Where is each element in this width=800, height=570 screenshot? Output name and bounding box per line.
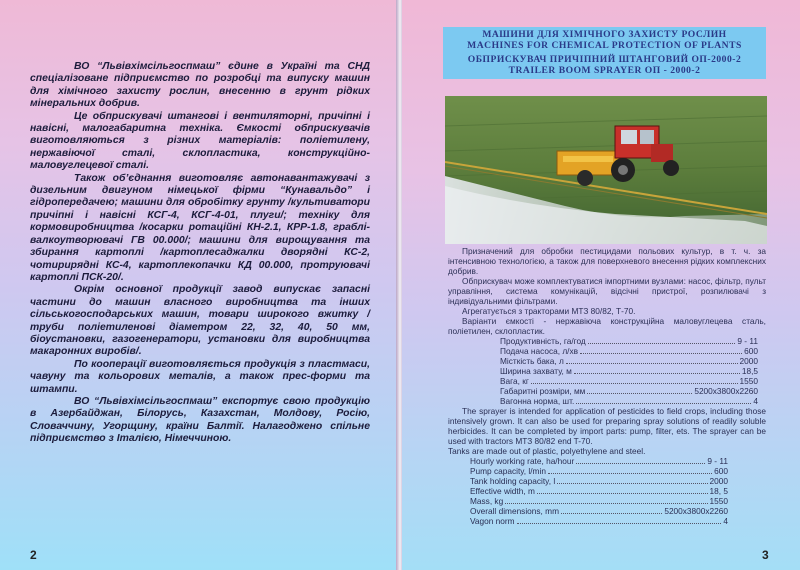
spec-leader: [561, 506, 662, 514]
spec-leader: [576, 396, 751, 404]
spec-label: Pump capacity, l/min: [470, 466, 546, 476]
en-spec-row: [470, 506, 728, 516]
spec-leader: [531, 376, 738, 384]
spec-value: 9 - 11: [707, 456, 728, 466]
header-product-ua: ОБПРИСКУВАЧ ПРИЧІПНИЙ ШТАНГОВИЙ ОП-2000-2: [467, 54, 742, 65]
ua-paragraph: Обприскувач може комплектуватися імпортними вузлами: насос, фільтр, пульт управління, система комунікацій, відсічні пристрої, розпилювачі з індивідуальними фільтрами.: [448, 276, 766, 306]
ua-spec-row: [500, 396, 758, 406]
spec-label: Effective width, m: [470, 486, 535, 496]
spec-value: 5200х3800х2260: [664, 506, 728, 516]
spec-label: Mass, kg: [470, 496, 504, 506]
spec-leader: [588, 336, 736, 344]
spec-value: 2000: [709, 476, 728, 486]
en-spec-row: [470, 486, 728, 496]
ua-spec-row: [500, 356, 758, 366]
en-paragraph: The sprayer is intended for application of pesticides to field crops, including those intensively grown. It can also be used for preparing spray solutions of readily soluble herbicides. It can be completed by import parts: pump, filter, ets. The sprayer can be used with tractors МТЗ 80/82 end T-70.: [448, 406, 766, 446]
left-paragraph: Також об’єднання виготовляє автонавантажувачі з дизельним двигуном німецької фірми “Кунавальдо” і гідропередачею; машини для обробітку грунту /культиватори причіпні і навісні КСГ-4, КСГ-4-01, плуги/; техніку для кормовиробництва /косарки ротаційні КН-2.1, КРР-1.8, граблі-валкоутворювачі ГВ 00.000/; машини для вирощування та збирання картоплі /картоплесаджалки дворядні КС-2, чотирирядні КС-4, картоплекопачки КД 00.000, протруювачі картоплі ПСК-20/.: [30, 172, 370, 283]
spec-value: 2000: [739, 356, 758, 366]
spec-label: Ширина захвату, м: [500, 366, 572, 376]
spec-leader: [505, 496, 707, 504]
spec-value: 600: [744, 346, 758, 356]
right-page: [402, 0, 800, 570]
page-number-left: 2: [30, 548, 37, 562]
en-spec-row: [470, 516, 728, 526]
spec-value: 18, 5: [709, 486, 728, 496]
spec-label: Габаритні розміри, мм: [500, 386, 586, 396]
ua-spec-row: [500, 366, 758, 376]
en-spec-row: [470, 456, 728, 466]
left-paragraph: Окрім основної продукції завод випускає запасні частини до машин власного виробництва та інших сільськогосподарських машин, товари широкого вжитку /труби поліетиленові діаметром 22, 32, 40, 50 мм, біоустановки, газогенератори, установки для виробництва макаронних виробів/.: [30, 284, 370, 358]
header-product-en: TRAILER BOOM SPRAYER ОП - 2000-2: [508, 64, 701, 76]
spec-label: Продуктивність, га/год: [500, 336, 586, 346]
ua-spec-list: [448, 336, 766, 406]
ua-paragraph: Призначений для обробки пестицидами польових культур, в т. ч. за інтенсивною технологією, а також для поверхневого внесення рідких комплексних добрив.: [448, 246, 766, 276]
page-number-right: 3: [762, 548, 769, 562]
spec-value: 18,5: [741, 366, 758, 376]
spec-value: 1550: [739, 376, 758, 386]
spec-value: 9 - 11: [737, 336, 758, 346]
ua-paragraph: Агрегатується з тракторами МТЗ 80/82, Т-70.: [462, 306, 636, 316]
spec-leader: [587, 386, 692, 394]
ua-spec-row: [500, 336, 758, 346]
spec-label: Вага, кг: [500, 376, 529, 386]
en-tanks-note: Tanks are made out of plastic, polyethylene and steel.: [448, 446, 646, 456]
spec-leader: [517, 516, 722, 524]
left-page: [0, 0, 398, 570]
spec-label: Vagon norm: [470, 516, 515, 526]
spec-value: 5200х3800х2260: [694, 386, 758, 396]
spec-label: Hourly working rate, ha/hour: [470, 456, 575, 466]
ua-paragraph: Варіанти ємкості - нержавіюча конструкційна маловуглецева сталь, поліетилен, склопластик.: [448, 316, 766, 336]
en-spec-row: [470, 496, 728, 506]
spec-label: Tank holding capacity, l: [470, 476, 556, 486]
spec-leader: [566, 356, 738, 364]
spec-value: 4: [723, 516, 728, 526]
en-spec-list: [448, 456, 766, 526]
ua-spec-row: [500, 376, 758, 386]
spec-value: 1550: [709, 496, 728, 506]
header-title-ua: МАШИНИ ДЛЯ ХІМІЧНОГО ЗАХИСТУ РОСЛИН: [482, 29, 727, 40]
spec-value: 600: [714, 466, 728, 476]
section-header: [443, 27, 766, 79]
left-paragraph: Це обприскувачі штангові і вентиляторні, причіпні і навісні, малогабаритна техніка. Ємкості обприскувачів виготовляються з різних матеріалів: поліетилену, нержавіючої сталі, склопластика, конструкційно-маловуглецевої сталі.: [30, 110, 370, 172]
left-body-text: [30, 61, 370, 446]
left-paragraph: ВО “Львівхімсільгоспмаш” експортує свою продукцію в Азербайджан, Білорусь, Казахстан, Молдову, Росію, Словаччину, Угорщину, країни Балтії. Налагоджено спільне підприємство з Італією, Німеччиною.: [30, 395, 370, 445]
right-body-text: [448, 246, 766, 526]
spec-value: 4: [753, 396, 758, 406]
spec-leader: [576, 456, 705, 464]
en-spec-row: [470, 476, 728, 486]
en-spec-row: [470, 466, 728, 476]
spec-label: Подача насоса, л/хв: [500, 346, 579, 356]
spec-label: Місткість бака, л: [500, 356, 564, 366]
sprayer-photo: [445, 96, 767, 244]
spec-leader: [580, 346, 742, 354]
spec-leader: [548, 466, 712, 474]
spec-label: Вагонна норма, шт.: [500, 396, 575, 406]
spec-leader: [537, 486, 708, 494]
left-paragraph: По кооперації виготовляється продукція з пластмаси, чавуну та кольорових металів, а також прес-форми та штампи.: [30, 358, 370, 395]
spec-leader: [557, 476, 707, 484]
ua-spec-row: [500, 346, 758, 356]
spec-label: Overall dimensions, mm: [470, 506, 559, 516]
left-paragraph: ВО “Львівхімсільгоспмаш” єдине в Україні та СНД спеціалізоване підприємство по розробці та випуску машин для хімічного захисту рослин, внесенню в грунт рідких мінеральних добрив.: [30, 61, 370, 110]
spec-leader: [574, 366, 740, 374]
header-title-en: MACHINES FOR CHEMICAL PROTECTION OF PLANTS: [467, 39, 742, 51]
ua-spec-row: [500, 386, 758, 396]
